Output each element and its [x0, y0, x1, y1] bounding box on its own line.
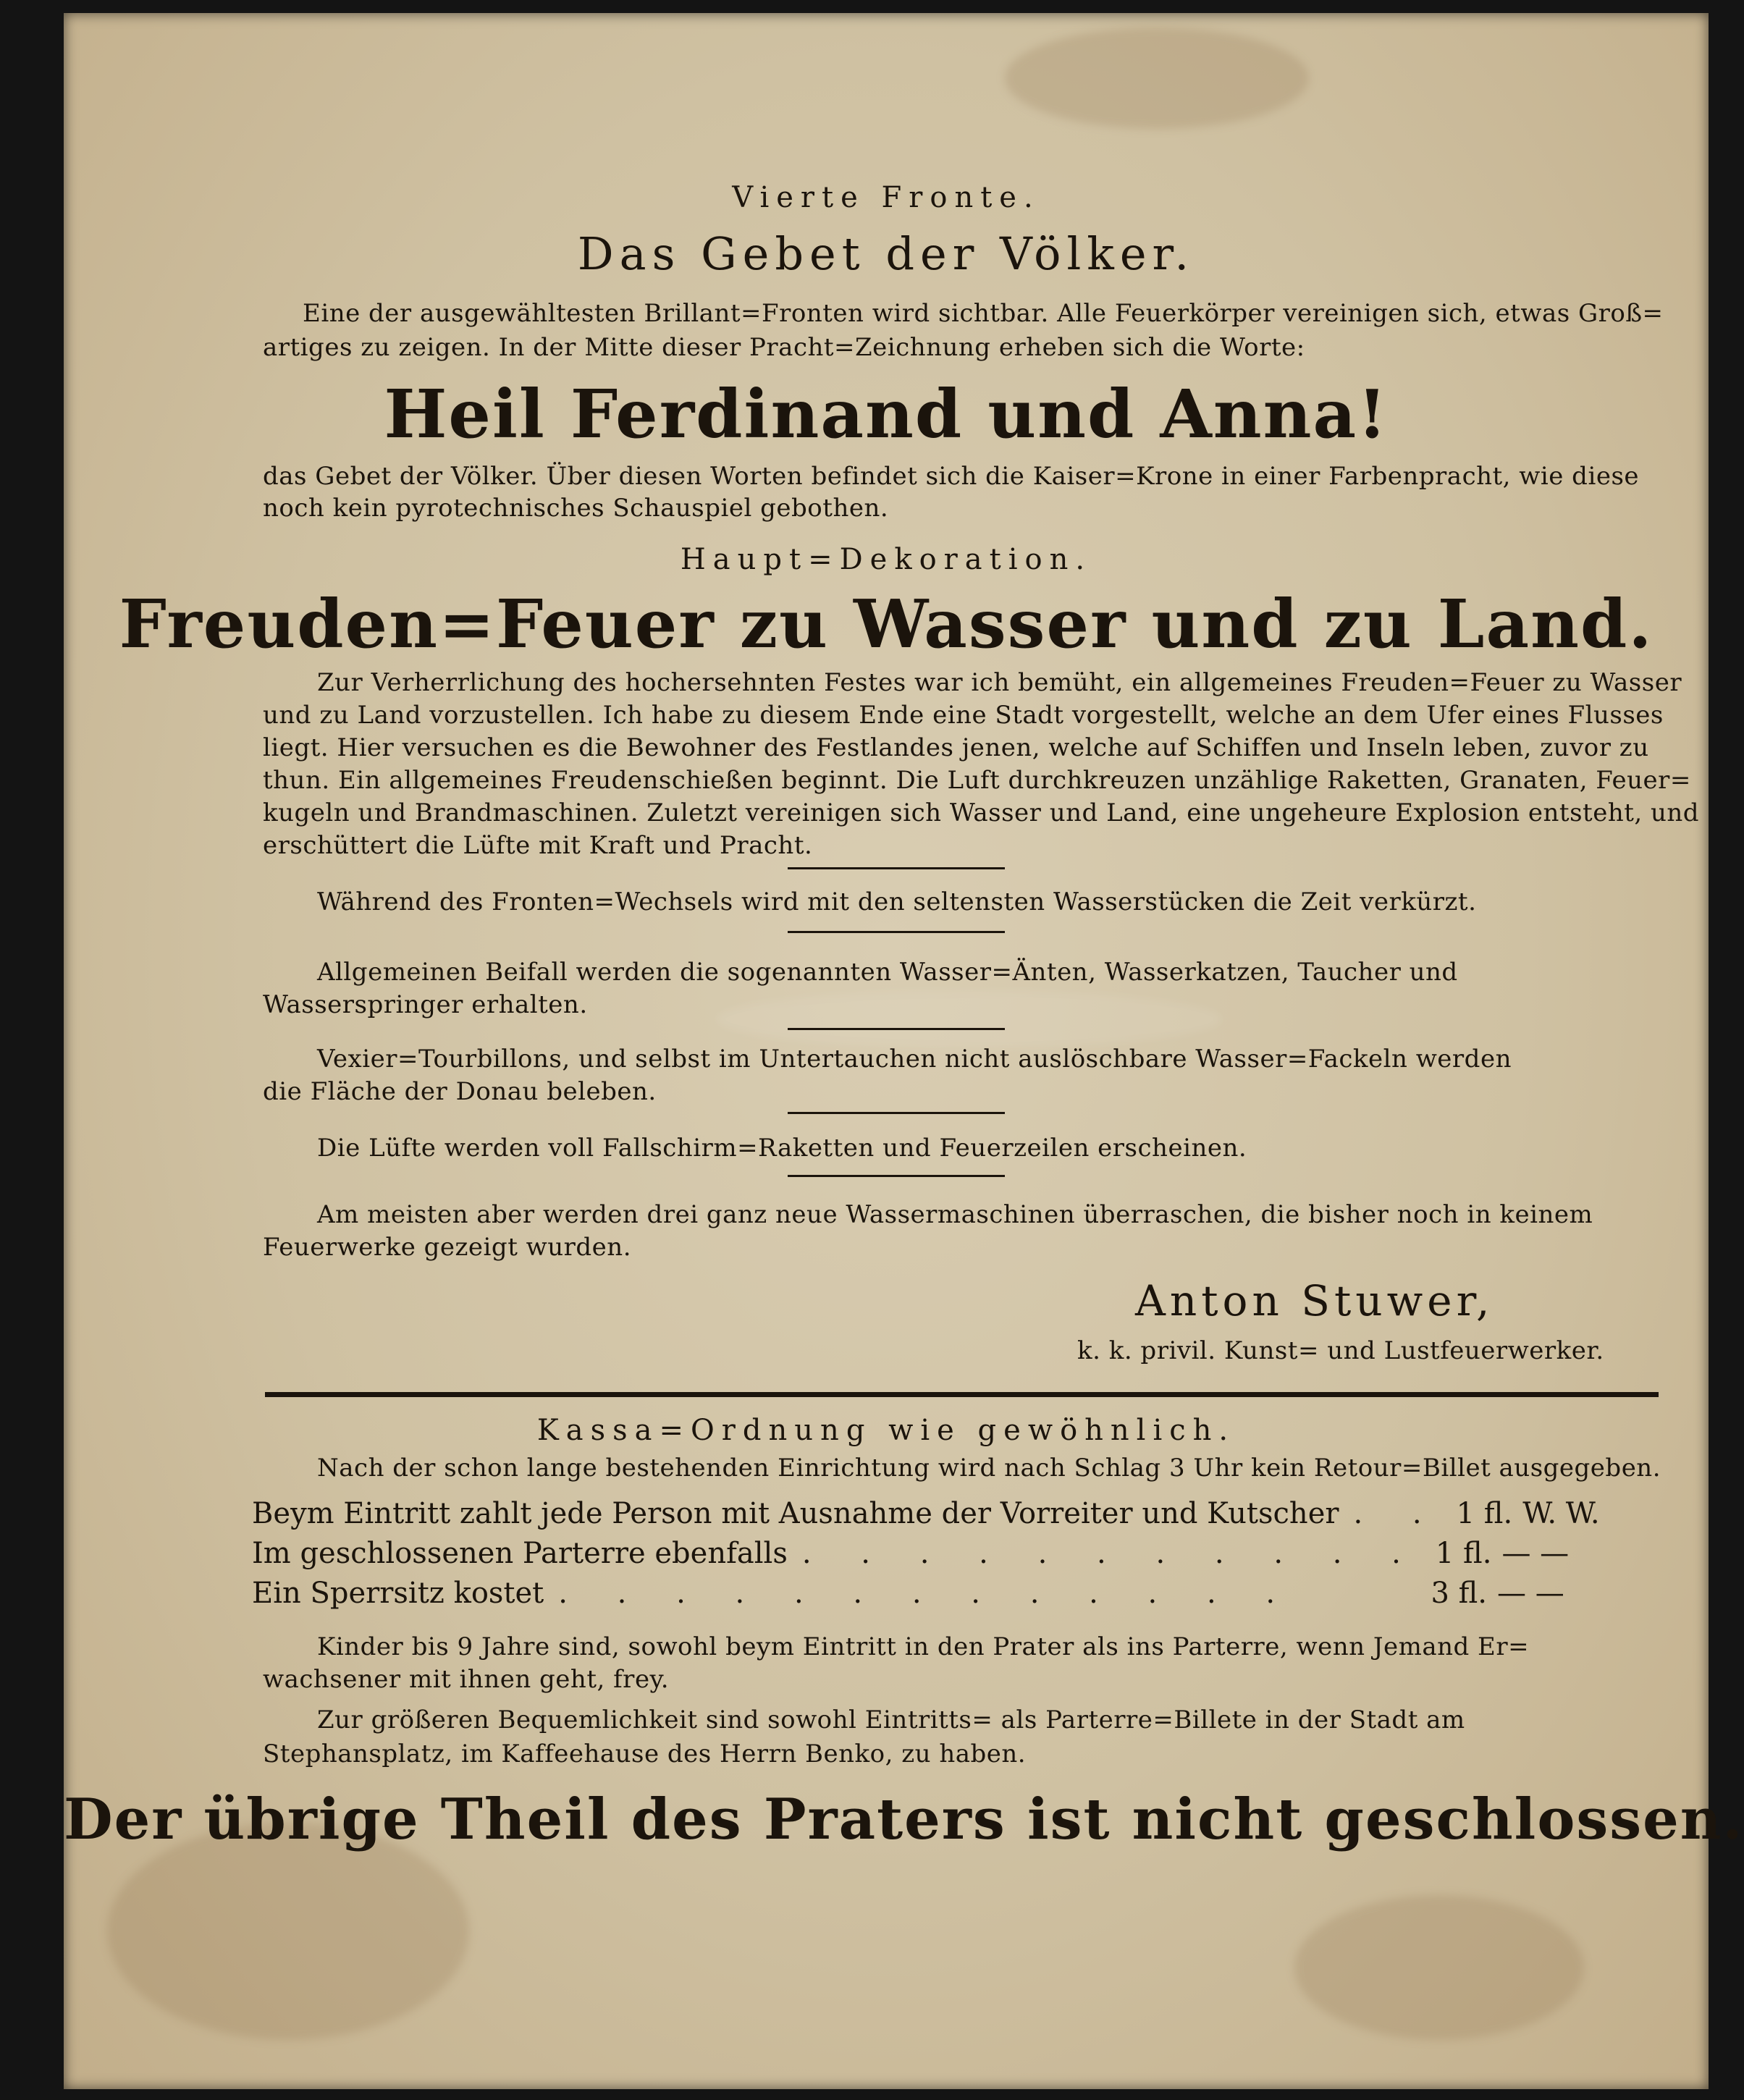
cashier-heading: Kassa=Ordnung wie gewöhnlich. — [536, 1414, 1236, 1447]
price-amount: 1 fl. — [1456, 1497, 1513, 1530]
paper-sheet — [64, 13, 1744, 2089]
signature-name: Anton Stuwer, — [1135, 1276, 1494, 1325]
water-paragraph: Wasserspringer erhalten. — [263, 990, 588, 1019]
body-line: liegt. Hier versuchen es die Bewohner des Festlandes jenen, welche auf Schiffen und Inseln leben, zuvor zu — [263, 733, 1649, 762]
section1-line: artiges zu zeigen. In der Mitte dieser Pracht=Zeichnung erheben sich die Worte: — [263, 333, 1305, 362]
body-line: erschüttert die Lüfte mit Kraft und Pracht. — [263, 831, 813, 860]
price-currency: W. W. — [1522, 1497, 1600, 1530]
price-label: Im geschlossenen Parterre ebenfalls — [252, 1537, 788, 1570]
price-currency: — — — [1497, 1577, 1564, 1610]
price-label: Beym Eintritt zahlt jede Person mit Ausnahme der Vorreiter und Kutscher — [252, 1497, 1339, 1530]
price-amount: 1 fl. — [1435, 1537, 1492, 1570]
motto: Heil Ferdinand und Anna! — [384, 375, 1389, 453]
water-paragraph: Allgemeinen Beifall werden die sogenannten Wasser=Änten, Wasserkatzen, Taucher und — [317, 958, 1458, 987]
section1-line: noch kein pyrotechnisches Schauspiel gebothen. — [263, 494, 889, 523]
divider — [788, 1112, 1005, 1114]
cashier-note: Nach der schon lange bestehenden Einrichtung wird nach Schlag 3 Uhr kein Retour=Billet ausgegeben. — [317, 1454, 1661, 1483]
water-paragraph: Die Lüfte werden voll Fallschirm=Raketten und Feuerzeilen erscheinen. — [317, 1134, 1247, 1163]
main-decoration-title: Freuden=Feuer zu Wasser und zu Land. — [119, 585, 1654, 663]
price-row — [252, 1577, 1664, 1610]
section1-line: das Gebet der Völker. Über diesen Worten befindet sich die Kaiser=Krone in einer Farbenpracht, wie diese — [263, 462, 1640, 491]
water-paragraph: Vexier=Tourbillons, und selbst im Untertauchen nicht auslöschbare Wasser=Fackeln werden — [317, 1045, 1512, 1074]
price-amount: 3 fl. — [1431, 1577, 1487, 1610]
fourth-front-heading: Vierte Fronte. — [732, 181, 1040, 214]
main-decoration-label: Haupt=Dekoration. — [680, 543, 1092, 576]
water-paragraph: Während des Fronten=Wechsels wird mit den seltensten Wasserstücken die Zeit verkürzt. — [317, 887, 1477, 916]
divider — [788, 867, 1005, 869]
divider — [788, 1175, 1005, 1177]
price-currency: — — — [1501, 1537, 1570, 1570]
body-line: kugeln und Brandmaschinen. Zuletzt vereinigen sich Wasser und Land, eine ungeheure Explosion entsteht, und — [263, 798, 1700, 827]
tickets-note: Zur größeren Bequemlichkeit sind sowohl Eintritts= als Parterre=Billete in der Stadt am — [317, 1705, 1465, 1734]
divider — [788, 931, 1005, 933]
water-paragraph: Feuerwerke gezeigt wurden. — [263, 1233, 632, 1262]
signature-title: k. k. privil. Kunst= und Lustfeuerwerker. — [1077, 1336, 1604, 1365]
tickets-note: Stephansplatz, im Kaffeehause des Herrn Benko, zu haben. — [263, 1740, 1027, 1768]
price-dots: . . — [1353, 1497, 1442, 1530]
price-row — [252, 1497, 1664, 1530]
water-paragraph: die Fläche der Donau beleben. — [263, 1077, 657, 1106]
divider — [788, 1028, 1005, 1030]
section1-line: Eine der ausgewähltesten Brillant=Fronten wird sichtbar. Alle Feuerkörper vereinigen sich, etwas Groß= — [303, 299, 1664, 328]
prayer-title: Das Gebet der Völker. — [577, 227, 1195, 280]
price-label: Ein Sperrsitz kostet — [252, 1577, 544, 1610]
heavy-rule — [265, 1392, 1659, 1397]
water-paragraph: Am meisten aber werden drei ganz neue Wassermaschinen überraschen, die bisher noch in keinem — [317, 1200, 1593, 1229]
price-dots: . . . . . . . . . . . . . — [558, 1577, 1296, 1610]
children-note: Kinder bis 9 Jahre sind, sowohl beym Eintritt in den Prater als ins Parterre, wenn Jemand Er= — [317, 1632, 1530, 1661]
price-row — [252, 1537, 1664, 1570]
closing-notice: Der übrige Theil des Praters ist nicht geschlossen. — [64, 1787, 1744, 1852]
body-line: und zu Land vorzustellen. Ich habe zu diesem Ende eine Stadt vorgestellt, welche an dem Ufer eines Flusses — [263, 701, 1664, 730]
body-line: thun. Ein allgemeines Freudenschießen beginnt. Die Luft durchkreuzen unzählige Raketten, Granaten, Feuer= — [263, 766, 1691, 795]
price-dots: . . . . . . . . . . . — [801, 1537, 1421, 1570]
children-note: wachsener mit ihnen geht, frey. — [263, 1665, 670, 1694]
body-line: Zur Verherrlichung des hochersehnten Festes war ich bemüht, ein allgemeines Freuden=Feuer zu Wasser — [317, 668, 1682, 697]
